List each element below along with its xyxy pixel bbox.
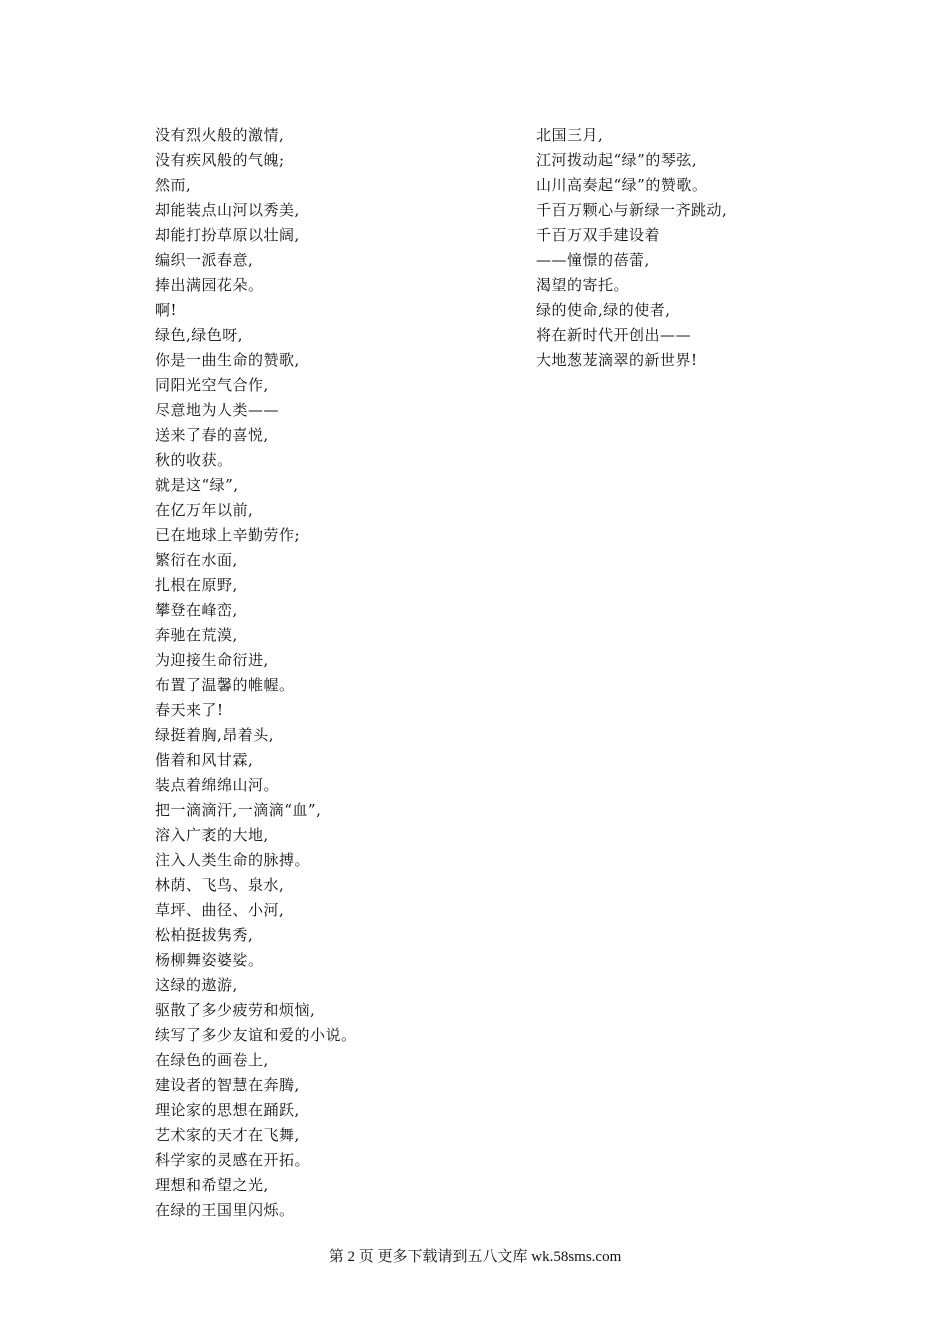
poem-line: 千百万颗心与新绿一齐跳动, xyxy=(536,201,728,219)
poem-line: 繁衍在水面, xyxy=(155,551,238,569)
poem-line: 在亿万年以前, xyxy=(155,501,254,519)
poem-line: 草坪、曲径、小河, xyxy=(155,901,285,919)
poem-line: 理论家的思想在踊跃, xyxy=(155,1101,300,1119)
poem-line: 在绿的王国里闪烁。 xyxy=(155,1201,295,1219)
poem-line: 驱散了多少疲劳和烦恼, xyxy=(155,1001,316,1019)
poem-line: 春天来了! xyxy=(155,701,224,719)
poem-line: 编织一派春意, xyxy=(155,251,254,269)
poem-line: 注入人类生命的脉搏。 xyxy=(155,851,311,869)
poem-line: 捧出满园花朵。 xyxy=(155,276,264,294)
poem-line: 扎根在原野, xyxy=(155,576,238,594)
poem-line: 杨柳舞姿婆娑。 xyxy=(155,951,264,969)
poem-line: 秋的收获。 xyxy=(155,451,233,469)
poem-line: 在绿色的画卷上, xyxy=(155,1051,269,1069)
page-footer: 第 2 页 更多下载请到五八文库 wk.58sms.com xyxy=(328,1249,622,1265)
poem-line: 你是一曲生命的赞歌, xyxy=(155,351,300,369)
poem-line: 将在新时代开创出—— xyxy=(536,326,692,344)
poem-line: 绿色,绿色呀, xyxy=(155,326,244,344)
poem-line: 没有疾风般的气魄; xyxy=(155,151,285,169)
poem-line: 艺术家的天才在飞舞, xyxy=(155,1126,300,1144)
poem-line: 已在地球上辛勤劳作; xyxy=(155,526,301,544)
poem-right-column xyxy=(536,123,866,373)
poem-line: 没有烈火般的激情, xyxy=(155,126,285,144)
poem-line: 把一滴滴汗,一滴滴“血”, xyxy=(155,801,322,819)
poem-line: 北国三月, xyxy=(536,126,604,144)
poem-line: 就是这“绿”, xyxy=(155,476,239,494)
poem-line: 奔驰在荒漠, xyxy=(155,626,238,644)
poem-line: ——憧憬的蓓蕾, xyxy=(536,251,650,269)
poem-line: 绿的使命,绿的使者, xyxy=(536,301,671,319)
poem-line: 建设者的智慧在奔腾, xyxy=(155,1076,300,1094)
poem-line: 偕着和风甘霖, xyxy=(155,751,254,769)
poem-line: 送来了春的喜悦, xyxy=(155,426,269,444)
poem-line: 渴望的寄托。 xyxy=(536,276,630,294)
poem-line: 这绿的遨游, xyxy=(155,976,238,994)
poem-line: 千百万双手建设着 xyxy=(536,226,661,244)
poem-line: 续写了多少友谊和爱的小说。 xyxy=(155,1026,357,1044)
poem-line: 江河拨动起“绿”的琴弦, xyxy=(536,151,698,169)
poem-line: 却能打扮草原以壮阔, xyxy=(155,226,300,244)
poem-line: 绿挺着胸,昂着头, xyxy=(155,726,275,744)
poem-line: 装点着绵绵山河。 xyxy=(155,776,280,794)
poem-line: 大地葱茏滴翠的新世界! xyxy=(536,351,698,369)
poem-line: 山川高奏起“绿”的赞歌。 xyxy=(536,176,708,194)
poem-line: 同阳光空气合作, xyxy=(155,376,269,394)
poem-line: 理想和希望之光, xyxy=(155,1176,269,1194)
poem-line: 科学家的灵感在开拓。 xyxy=(155,1151,311,1169)
poem-line: 松柏挺拔隽秀, xyxy=(155,926,254,944)
poem-line: 为迎接生命衍进, xyxy=(155,651,269,669)
poem-line: 布置了温馨的帷幄。 xyxy=(155,676,295,694)
poem-left-column xyxy=(155,123,485,1223)
poem-line: 啊! xyxy=(155,301,178,319)
poem-line: 攀登在峰峦, xyxy=(155,601,238,619)
poem-line: 溶入广袤的大地, xyxy=(155,826,269,844)
poem-line: 林荫、飞鸟、泉水, xyxy=(155,876,285,894)
poem-line: 尽意地为人类—— xyxy=(155,401,280,419)
poem-line: 然而, xyxy=(155,176,192,194)
poem-line: 却能装点山河以秀美, xyxy=(155,201,300,219)
